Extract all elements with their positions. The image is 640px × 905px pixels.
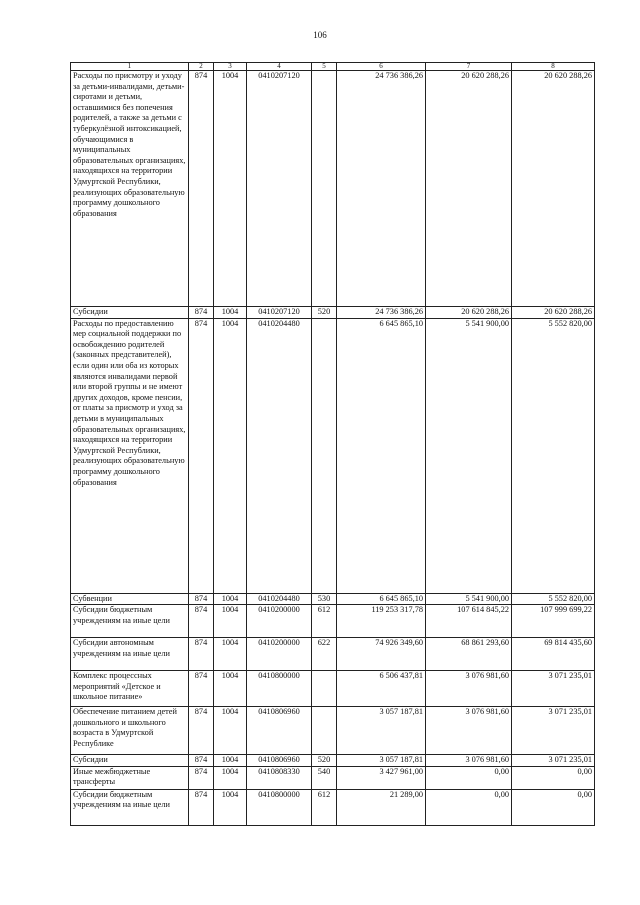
header-cell: 4 bbox=[247, 63, 312, 71]
table-row bbox=[71, 71, 595, 307]
header-cell: 2 bbox=[189, 63, 214, 71]
row-name: Субсидии bbox=[71, 307, 189, 319]
table-row bbox=[71, 638, 595, 671]
row-amount-1: 6 506 437,81 bbox=[337, 671, 426, 707]
table-row bbox=[71, 755, 595, 767]
row-section-code: 1004 bbox=[214, 789, 247, 825]
row-admin-code: 874 bbox=[189, 638, 214, 671]
row-amount-3: 0,00 bbox=[512, 766, 595, 789]
row-amount-1: 3 057 187,81 bbox=[337, 755, 426, 767]
header-cell: 6 bbox=[337, 63, 426, 71]
table-row bbox=[71, 605, 595, 638]
row-amount-3: 5 552 820,00 bbox=[512, 593, 595, 605]
row-name: Субсидии бюджетным учреждениям на иные цели bbox=[71, 605, 189, 638]
row-name: Субсидии бюджетным учреждениям на иные цели bbox=[71, 789, 189, 825]
row-target-code: 0410204480 bbox=[247, 318, 312, 593]
row-section-code: 1004 bbox=[214, 755, 247, 767]
row-admin-code: 874 bbox=[189, 671, 214, 707]
row-section-code: 1004 bbox=[214, 605, 247, 638]
row-admin-code: 874 bbox=[189, 707, 214, 755]
header-cell: 3 bbox=[214, 63, 247, 71]
header-cell: 7 bbox=[426, 63, 512, 71]
row-amount-2: 0,00 bbox=[426, 766, 512, 789]
header-row bbox=[71, 63, 595, 71]
row-expense-type: 520 bbox=[312, 755, 337, 767]
row-name: Субвенции bbox=[71, 593, 189, 605]
row-expense-type bbox=[312, 671, 337, 707]
table-row bbox=[71, 789, 595, 825]
row-target-code: 0410808330 bbox=[247, 766, 312, 789]
table-row bbox=[71, 318, 595, 593]
row-expense-type: 520 bbox=[312, 307, 337, 319]
row-amount-1: 119 253 317,78 bbox=[337, 605, 426, 638]
row-section-code: 1004 bbox=[214, 707, 247, 755]
row-target-code: 0410200000 bbox=[247, 638, 312, 671]
row-name: Комплекс процессных мероприятий «Детское и школьное питание» bbox=[71, 671, 189, 707]
row-amount-1: 6 645 865,10 bbox=[337, 593, 426, 605]
row-amount-3: 107 999 699,22 bbox=[512, 605, 595, 638]
row-admin-code: 874 bbox=[189, 766, 214, 789]
row-section-code: 1004 bbox=[214, 766, 247, 789]
row-target-code: 0410806960 bbox=[247, 707, 312, 755]
row-section-code: 1004 bbox=[214, 71, 247, 307]
row-expense-type bbox=[312, 707, 337, 755]
row-amount-2: 3 076 981,60 bbox=[426, 671, 512, 707]
row-expense-type: 540 bbox=[312, 766, 337, 789]
table-row bbox=[71, 707, 595, 755]
row-amount-1: 24 736 386,26 bbox=[337, 71, 426, 307]
table-row bbox=[71, 766, 595, 789]
row-amount-2: 5 541 900,00 bbox=[426, 318, 512, 593]
row-amount-2: 20 620 288,26 bbox=[426, 71, 512, 307]
row-amount-1: 3 427 961,00 bbox=[337, 766, 426, 789]
row-target-code: 0410207120 bbox=[247, 307, 312, 319]
row-amount-2: 107 614 845,22 bbox=[426, 605, 512, 638]
row-amount-3: 3 071 235,01 bbox=[512, 707, 595, 755]
row-admin-code: 874 bbox=[189, 318, 214, 593]
row-section-code: 1004 bbox=[214, 307, 247, 319]
row-amount-1: 6 645 865,10 bbox=[337, 318, 426, 593]
header-cell: 5 bbox=[312, 63, 337, 71]
row-amount-3: 3 071 235,01 bbox=[512, 755, 595, 767]
row-name: Субсидии автономным учреждениям на иные цели bbox=[71, 638, 189, 671]
row-name: Субсидии bbox=[71, 755, 189, 767]
row-target-code: 0410806960 bbox=[247, 755, 312, 767]
row-target-code: 0410207120 bbox=[247, 71, 312, 307]
row-amount-3: 20 620 288,26 bbox=[512, 71, 595, 307]
row-expense-type bbox=[312, 71, 337, 307]
row-section-code: 1004 bbox=[214, 638, 247, 671]
row-amount-3: 69 814 435,60 bbox=[512, 638, 595, 671]
row-expense-type: 622 bbox=[312, 638, 337, 671]
row-section-code: 1004 bbox=[214, 593, 247, 605]
row-amount-2: 20 620 288,26 bbox=[426, 307, 512, 319]
row-admin-code: 874 bbox=[189, 593, 214, 605]
row-name: Расходы по присмотру и уходу за детьми-инвалидами, детьми-сиротами и детьми, оставшимися без попечения родителей, а также за детьми с туберкулёзной интоксикацией, обучающимися в муниципальных образовательных организациях, находящихся на территории Удмуртской Республики, реализующих образовательную программу дошкольного образования bbox=[71, 71, 189, 307]
row-amount-2: 68 861 293,60 bbox=[426, 638, 512, 671]
row-expense-type bbox=[312, 318, 337, 593]
page-number: 106 bbox=[313, 30, 327, 40]
row-name: Расходы по предоставлению мер социальной поддержки по освобождению родителей (законных представителей), если один или оба из которых являются инвалидами первой или второй группы и не имеют других доходов, кроме пенсии, от платы за присмотр и уход за детьми в муниципальных образовательных организациях, находящихся на территории Удмуртской Республики, реализующих образовательную программу дошкольного образования bbox=[71, 318, 189, 593]
table-row bbox=[71, 671, 595, 707]
row-amount-1: 24 736 386,26 bbox=[337, 307, 426, 319]
row-target-code: 0410800000 bbox=[247, 789, 312, 825]
row-target-code: 0410800000 bbox=[247, 671, 312, 707]
row-admin-code: 874 bbox=[189, 755, 214, 767]
row-amount-2: 0,00 bbox=[426, 789, 512, 825]
row-amount-2: 3 076 981,60 bbox=[426, 755, 512, 767]
row-admin-code: 874 bbox=[189, 71, 214, 307]
row-amount-2: 5 541 900,00 bbox=[426, 593, 512, 605]
row-amount-2: 3 076 981,60 bbox=[426, 707, 512, 755]
header-cell: 8 bbox=[512, 63, 595, 71]
row-expense-type: 612 bbox=[312, 789, 337, 825]
budget-table bbox=[70, 62, 595, 826]
row-amount-3: 0,00 bbox=[512, 789, 595, 825]
row-amount-3: 5 552 820,00 bbox=[512, 318, 595, 593]
row-section-code: 1004 bbox=[214, 318, 247, 593]
row-admin-code: 874 bbox=[189, 307, 214, 319]
row-amount-3: 20 620 288,26 bbox=[512, 307, 595, 319]
row-admin-code: 874 bbox=[189, 605, 214, 638]
row-amount-1: 21 289,00 bbox=[337, 789, 426, 825]
table-row bbox=[71, 307, 595, 319]
row-expense-type: 530 bbox=[312, 593, 337, 605]
row-target-code: 0410204480 bbox=[247, 593, 312, 605]
row-section-code: 1004 bbox=[214, 671, 247, 707]
row-amount-3: 3 071 235,01 bbox=[512, 671, 595, 707]
row-target-code: 0410200000 bbox=[247, 605, 312, 638]
row-admin-code: 874 bbox=[189, 789, 214, 825]
row-amount-1: 74 926 349,60 bbox=[337, 638, 426, 671]
header-cell: 1 bbox=[71, 63, 189, 71]
table-row bbox=[71, 593, 595, 605]
row-name: Иные межбюджетные трансферты bbox=[71, 766, 189, 789]
row-name: Обеспечение питанием детей дошкольного и школьного возраста в Удмуртской Республике bbox=[71, 707, 189, 755]
row-amount-1: 3 057 187,81 bbox=[337, 707, 426, 755]
row-expense-type: 612 bbox=[312, 605, 337, 638]
